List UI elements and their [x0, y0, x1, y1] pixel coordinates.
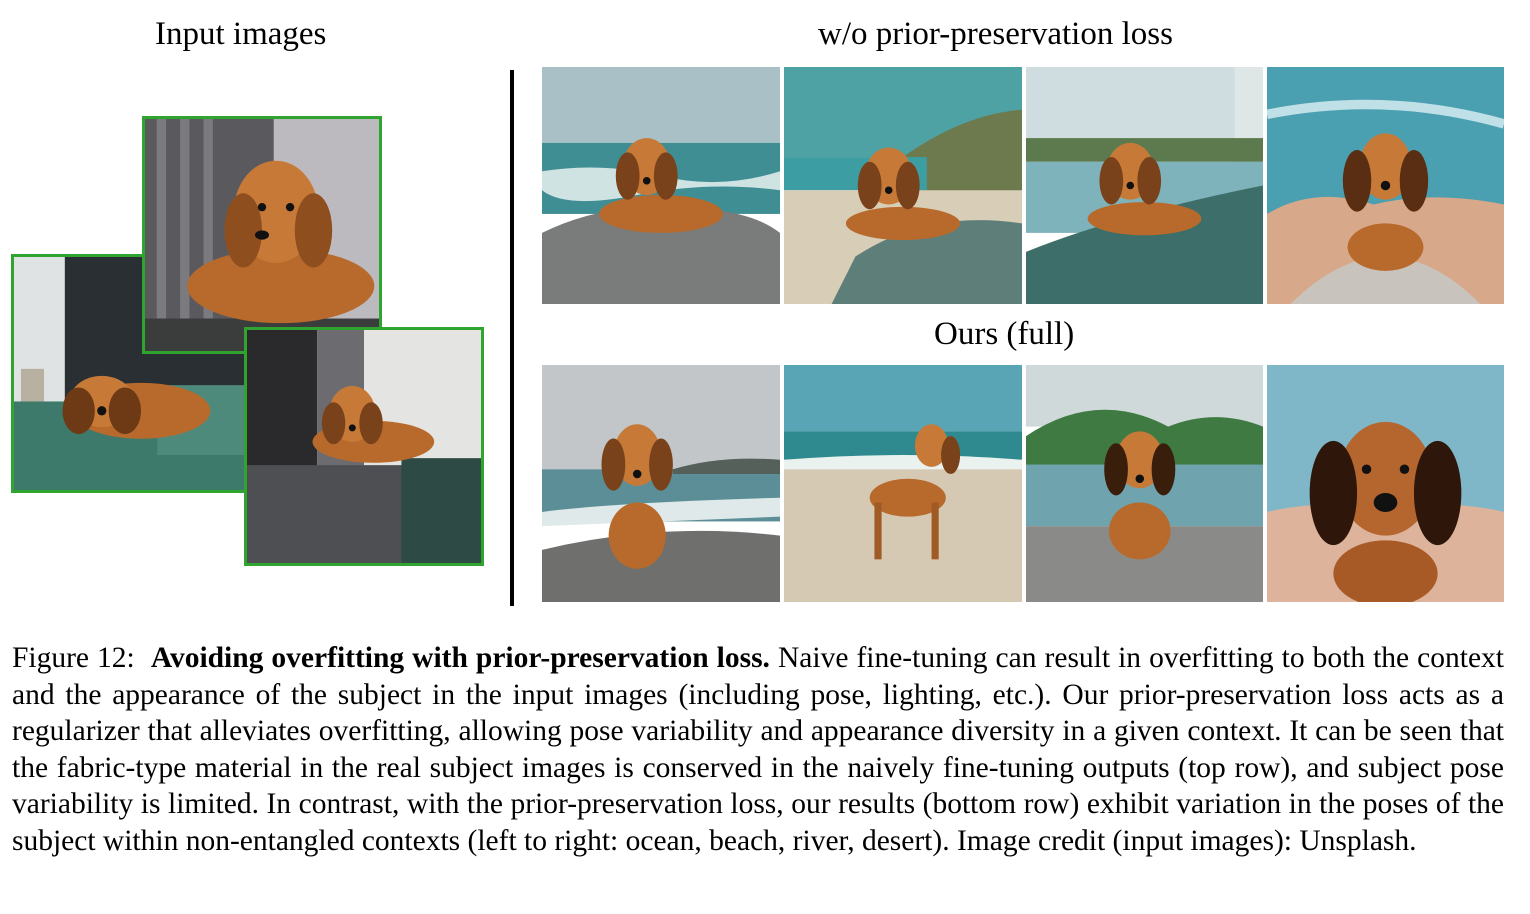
input-image-1 [142, 116, 382, 354]
without-prior-ocean-image [542, 67, 780, 304]
ours-ocean-image [542, 365, 780, 602]
caption-body: Naive fine-tuning can result in overfitting to both the context and the appearance of the subject in the input images (including pose, lighting, etc.). Our prior-preservation loss acts as a regularizer that alleviates overfitting, allowing pose variability and appearance diversity in a given context. It can be seen that the fabric-type material in the real subject images is conserved in the naively fine-tuning outputs (top row), and subject pose variability is limited. In contrast, with the prior-preservation loss, our results (bottom row) exhibit variation in the poses of the subject within non-entangled contexts (left to right: ocean, beach, river, desert). Image credit (input images): Unsplash. [12, 642, 1505, 857]
ours-full-heading: Ours (full) [934, 316, 1075, 352]
without-prior-heading: w/o prior-preservation loss [818, 16, 1173, 52]
figure-label: Figure 12: [12, 642, 135, 674]
caption-bold-title: Avoiding overfitting with prior-preservation loss. [150, 642, 770, 674]
input-image-2 [244, 327, 484, 566]
figure-caption [12, 640, 1504, 859]
vertical-divider [510, 70, 514, 606]
ours-desert-image [1267, 365, 1504, 602]
without-prior-river-image [1026, 67, 1263, 304]
without-prior-desert-image [1267, 67, 1504, 304]
without-prior-beach-image [784, 67, 1022, 304]
input-images-heading: Input images [155, 16, 327, 52]
ours-beach-image [784, 365, 1022, 602]
ours-river-image [1026, 365, 1263, 602]
